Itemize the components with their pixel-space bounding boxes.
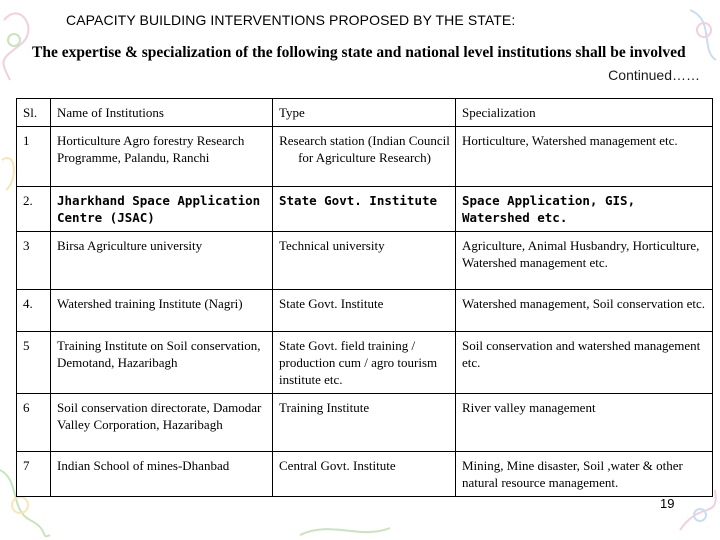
cell-type: Central Govt. Institute [273,452,456,497]
flower-top-left [8,34,20,46]
cell-name: Birsa Agriculture university [51,232,273,290]
slide-title: CAPACITY BUILDING INTERVENTIONS PROPOSED BY THE STATE: [66,12,516,28]
cell-sl: 2. [17,187,51,232]
institutions-table [16,98,713,497]
table-row [17,290,713,332]
intro-paragraph [32,42,700,83]
cell-sl: 7 [17,452,51,497]
table-row [17,232,713,290]
swirl-left [2,158,14,190]
cell-type: Technical university [273,232,456,290]
header-name: Name of Institutions [51,99,273,127]
cell-type: State Govt. Institute [273,187,456,232]
cell-specialization: Soil conservation and watershed management etc. [456,332,713,394]
cell-type: State Govt. field training / production cum / agro tourism institute etc. [273,332,456,394]
swirl-top-left [3,13,28,80]
cell-name: Soil conservation directorate, Damodar Valley Corporation, Hazaribagh [51,394,273,452]
cell-specialization: Horticulture, Watershed management etc. [456,127,713,187]
cell-specialization: River valley management [456,394,713,452]
header-specialization: Specialization [456,99,713,127]
cell-name: Horticulture Agro forestry Research Programme, Palandu, Ranchi [51,127,273,187]
table-row [17,332,713,394]
table-row [17,452,713,497]
flower-top-right [697,23,711,37]
table-header-row [17,99,713,127]
cell-type: State Govt. Institute [273,290,456,332]
cell-specialization: Agriculture, Animal Husbandry, Horticulture, Watershed management etc. [456,232,713,290]
cell-type: Training Institute [273,394,456,452]
cell-sl: 6 [17,394,51,452]
page-number: 19 [660,496,675,511]
table-row [17,187,713,232]
cell-name: Jharkhand Space Application Centre (JSAC) [51,187,273,232]
table-row [17,394,713,452]
cell-sl: 4. [17,290,51,332]
continued-label: Continued…… [608,67,700,83]
swirl-bottom-mid [300,528,390,535]
header-type: Type [273,99,456,127]
cell-specialization: Mining, Mine disaster, Soil ,water & other natural resource management. [456,452,713,497]
flower-bottom-left [12,497,28,513]
cell-sl: 1 [17,127,51,187]
cell-type: Research station (Indian Council for Agriculture Research) [273,127,456,187]
intro-text: The expertise & specialization of the following state and national level institutions shall be involved [32,44,686,61]
cell-name: Watershed training Institute (Nagri) [51,290,273,332]
table-row [17,127,713,187]
cell-specialization: Watershed management, Soil conservation etc. [456,290,713,332]
cell-sl: 5 [17,332,51,394]
cell-name: Training Institute on Soil conservation, Demotand, Hazaribagh [51,332,273,394]
header-sl: Sl. [17,99,51,127]
flower-bottom-right [694,509,706,521]
cell-name: Indian School of mines-Dhanbad [51,452,273,497]
cell-sl: 3 [17,232,51,290]
cell-specialization: Space Application, GIS, Watershed etc. [456,187,713,232]
